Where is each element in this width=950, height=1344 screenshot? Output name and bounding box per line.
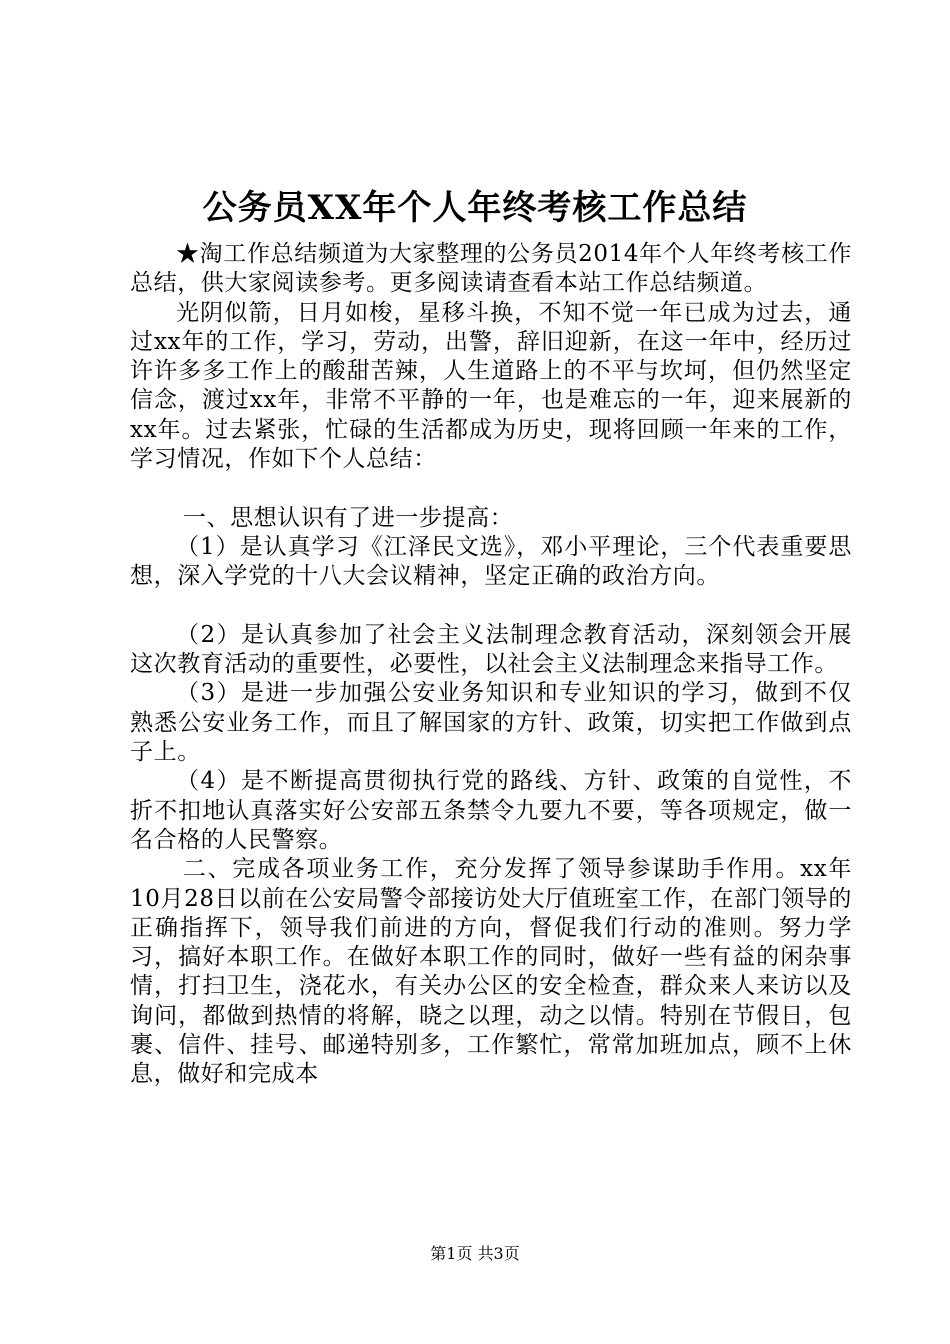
intro-paragraph: ★淘工作总结频道为大家整理的公务员2014年个人年终考核工作总结，供大家阅读参考。更多阅读请查看本站工作总结频道。 [130, 241, 852, 297]
document-title: 公务员XX年个人年终考核工作总结 [202, 188, 748, 228]
section-paragraph-2: 二、完成各项业务工作，充分发挥了领导参谋助手作用。xx年10月28日以前在公安局警令部接访处大厅值班室工作，在部门领导的正确指挥下，领导我们前进的方向，督促我们行动的准则。努力学习，搞好本职工作。在做好本职工作的同时，做好一些有益的闲杂事情，打扫卫生，浇花水，有关办公区的安全检查，群众来人来访以及询问，都做到热情的将解，晓之以理，动之以情。特别在节假日，包裹、信件、挂号、邮递特别多，工作繁忙，常常加班加点，顾不上休息，做好和完成本 [130, 856, 852, 1088]
page-indicator: 第1页 共3页 [430, 1244, 520, 1263]
item-paragraph-2: （2）是认真参加了社会主义法制理念教育活动，深刻领会开展这次教育活动的重要性，必要性，以社会主义法制理念来指导工作。 [130, 621, 852, 678]
document-body [130, 240, 852, 1090]
section-heading-1: 一、思想认识有了进一步提高： [182, 504, 514, 531]
item-paragraph-4: （4）是不断提高贯彻执行党的路线、方针、政策的自觉性，不折不扣地认真落实好公安部五条禁令九要九不要，等各项规定，做一名合格的人民警察。 [130, 768, 852, 853]
item-paragraph-3: （3）是进一步加强公安业务知识和专业知识的学习，做到不仅熟悉公安业务工作，而且了解国家的方针、政策，切实把工作做到点子上。 [130, 680, 852, 766]
overview-paragraph: 光阴似箭，日月如梭，星移斗换，不知不觉一年已成为过去，通过xx年的工作，学习，劳动，出警，辞旧迎新，在这一年中，经历过许许多多工作上的酸甜苦辣，人生道路上的不平与坎坷，但仍然坚定信念，渡过xx年，非常不平静的一年，也是难忘的一年，迎来展新的xx年。过去紧张，忙碌的生活都成为历史，现将回顾一年来的工作，学习情况，作如下个人总结： [130, 299, 852, 473]
item-paragraph-1: （1）是认真学习《江泽民文选》，邓小平理论，三个代表重要思想，深入学党的十八大会议精神，坚定正确的政治方向。 [130, 533, 852, 590]
